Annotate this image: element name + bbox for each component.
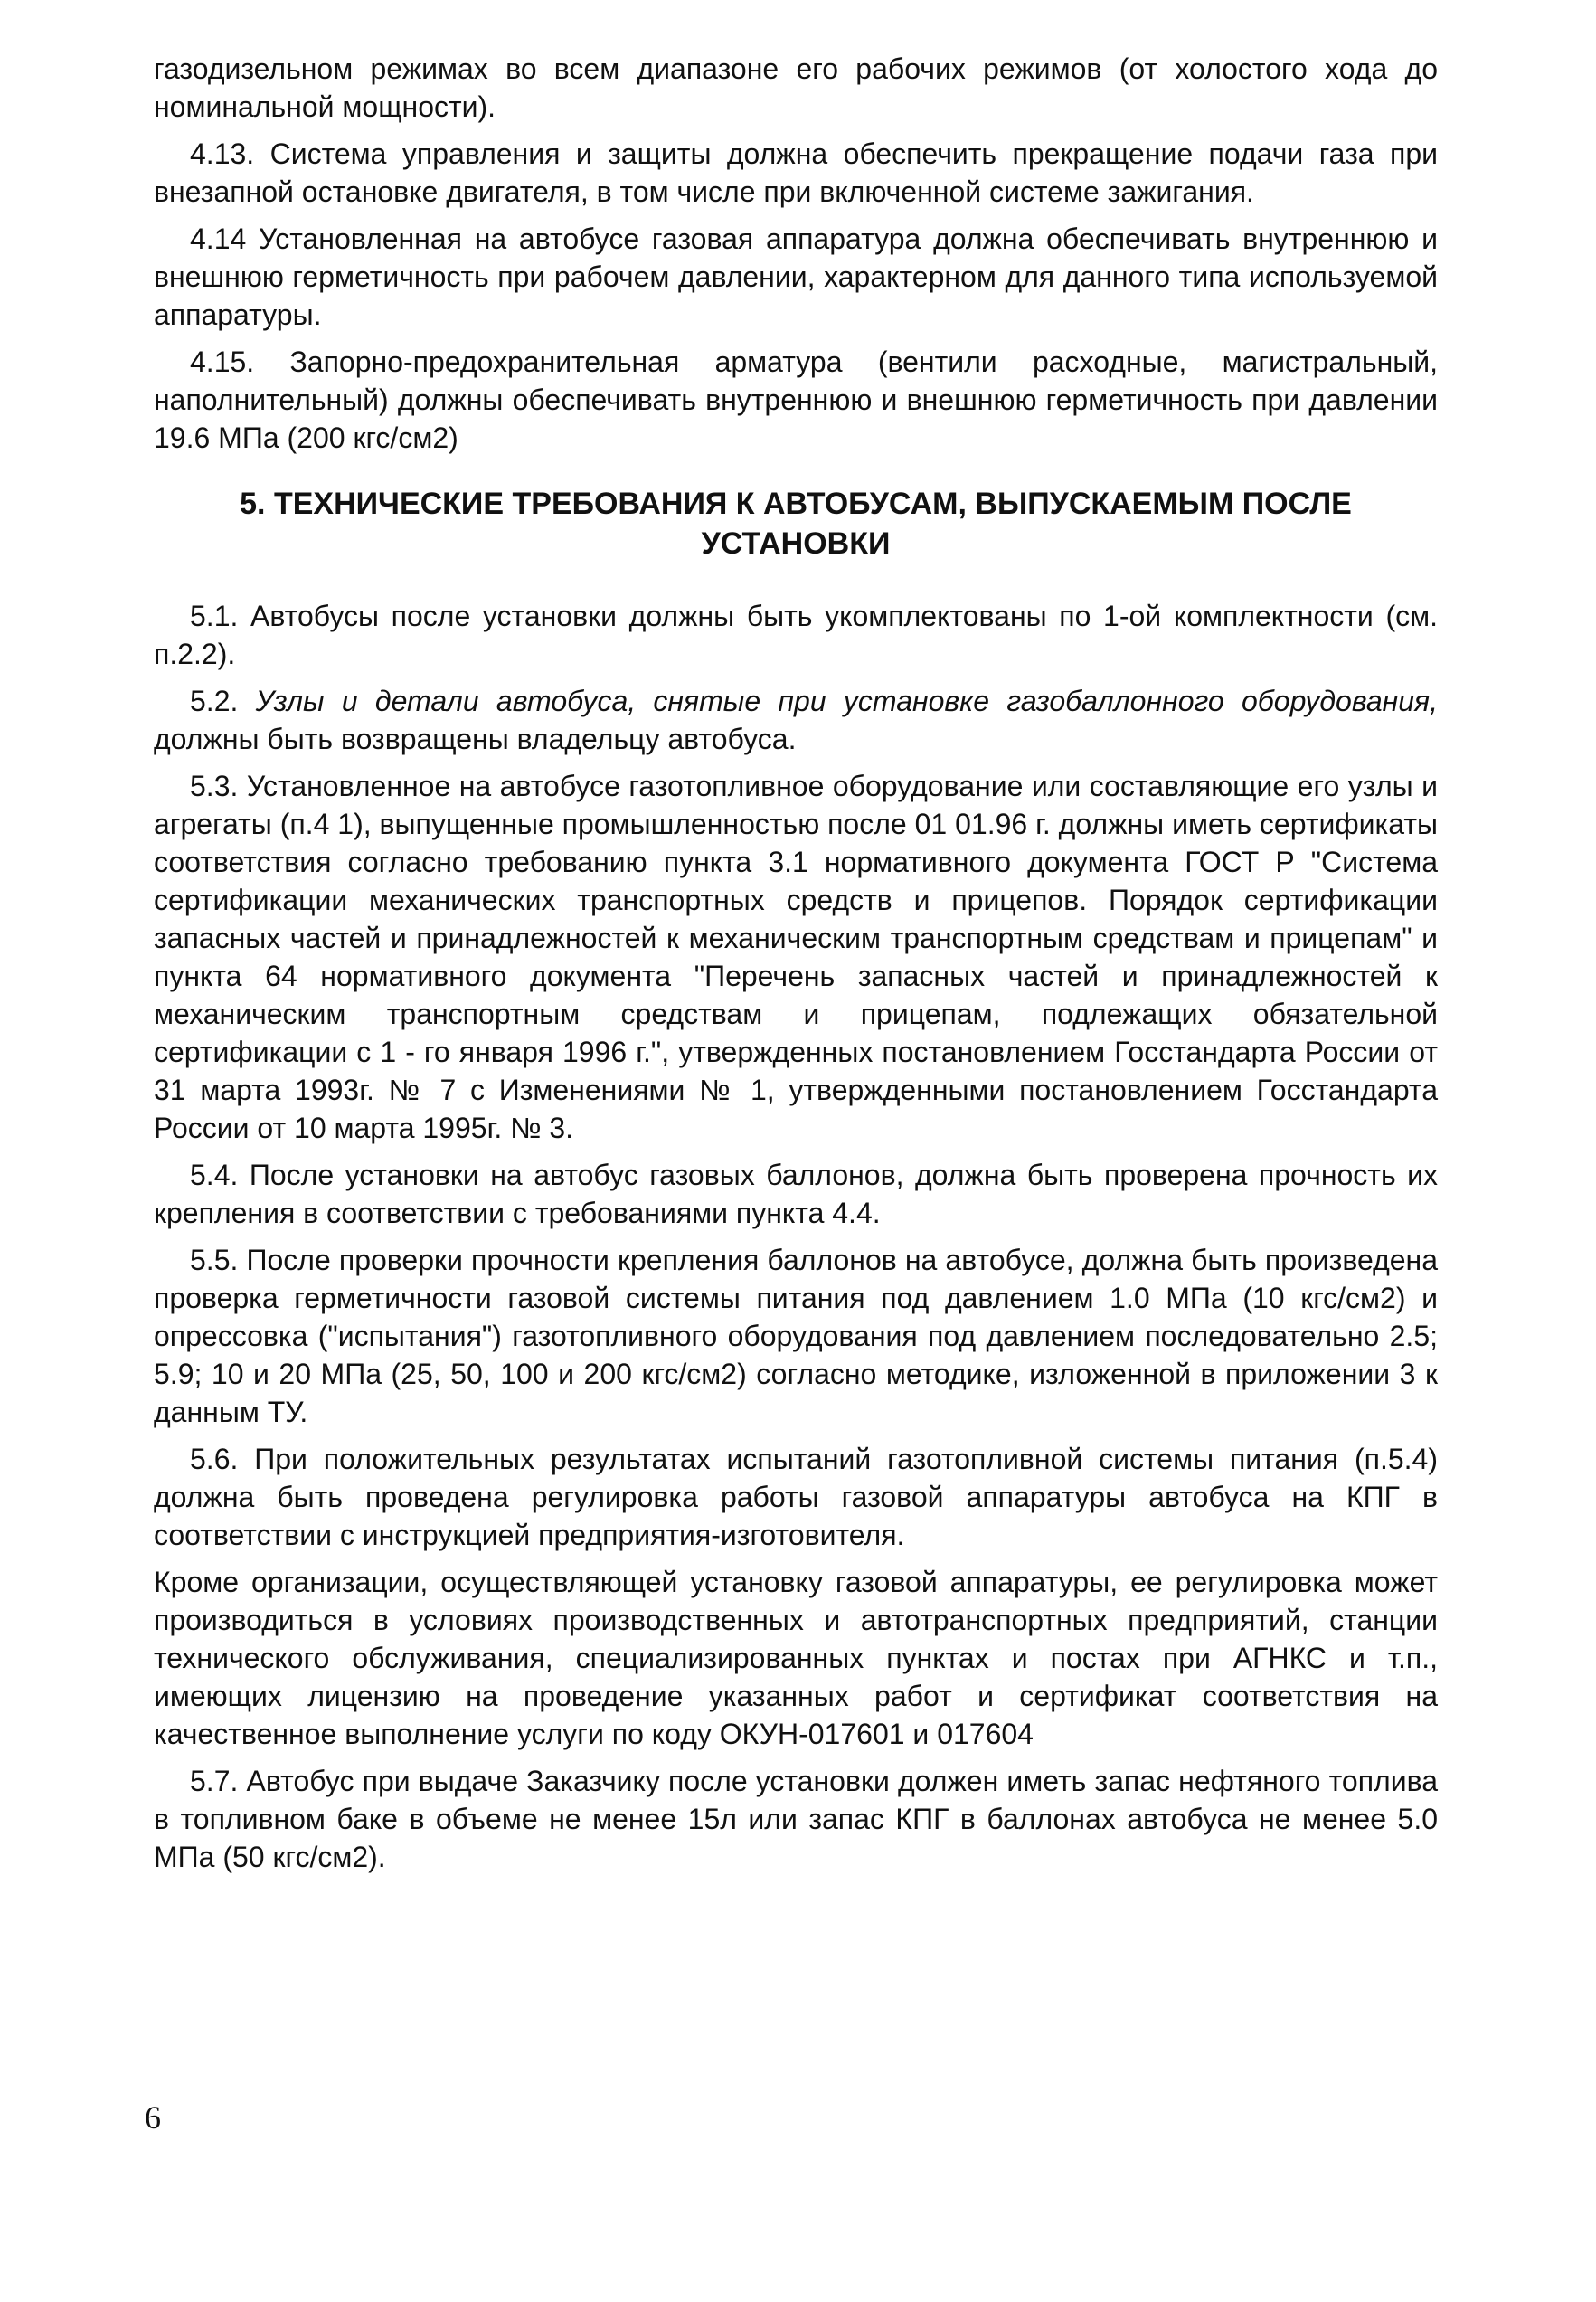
paragraph-4-15: 4.15. Запорно-предохранительная арматура (вентили расходные, магистральный, наполнительный) должны обеспечивать внутреннюю и внешнюю герметичность при давлении 19.6 МПа (200 кгс/см2) xyxy=(154,346,1438,454)
paragraph-5-3: 5.3. Установленное на автобусе газотопливное оборудование или составляющие его узлы и агрегаты (п.4 1), выпущенные промышленностью после 01 01.96 г. должны иметь сертификаты соответствия согласно требованию пункта 3.1 нормативного документа ГОСТ Р "Система сертификации механических транспортных средств и прицепов. Порядок сертификации запасных частей и принадлежностей к механическим транспортным средствам и прицепам" и пункта 64 нормативного документа "Перечень запасных частей и принадлежностей к механическим транспортным средствам и прицепам, подлежащих обязательной сертификации с 1 - го января 1996 г.", утвержденных постановлением Госстандарта России от 31 марта 1993г. № 7 с Изменениями № 1, утвержденными постановлением Госстандарта России от 10 марта 1995г. № 3. xyxy=(154,770,1438,1144)
paragraph-4-14: 4.14 Установленная на автобусе газовая аппаратура должна обеспечивать внутреннюю и внешнюю герметичность при рабочем давлении, характерном для данного типа используемой аппаратуры. xyxy=(154,223,1438,331)
paragraph-organization: Кроме организации, осуществляющей установку газовой аппаратуры, ее регулировка может производиться в условиях производственных и автотранспортных предприятий, станции технического обслуживания, специализированных пунктах и постах при АГНКС и т.п., имеющих лицензию на проведение указанных работ и сертификат соответствия на качественное выполнение услуги по коду ОКУН-017601 и 017604 xyxy=(154,1566,1438,1750)
page-number: 6 xyxy=(145,2099,161,2136)
paragraph-5-6: 5.6. При положительных результатах испытаний газотопливной системы питания (п.5.4) должна быть проведена регулировка работы газовой аппаратуры автобуса на КПГ в соответствии с инструкцией предприятия-изготовителя. xyxy=(154,1443,1438,1551)
paragraph-5-5: 5.5. После проверки прочности крепления баллонов на автобусе, должна быть произведена проверка герметичности газовой системы питания под давлением 1.0 МПа (10 кгс/см2) и опрессовка ("испытания") газотопливного оборудования под давлением последовательно 2.5; 5.9; 10 и 20 МПа (25, 50, 100 и 200 кгс/см2) согласно методике, изложенной в приложении 3 к данным ТУ. xyxy=(154,1244,1438,1428)
paragraph-continuation: газодизельном режимах во всем диапазоне его рабочих режимов (от холостого хода до номинальной мощности). xyxy=(154,52,1438,123)
section-text-block xyxy=(154,597,1438,1885)
paragraph-5-2-tail: должны быть возвращены владельцу автобуса. xyxy=(154,723,797,755)
paragraph-5-4: 5.4. После установки на автобус газовых баллонов, должна быть проверена прочность их крепления в соответствии с требованиями пункта 4.4. xyxy=(154,1159,1438,1229)
top-text-block xyxy=(154,50,1438,466)
paragraph-5-7: 5.7. Автобус при выдаче Заказчику после установки должен иметь запас нефтяного топлива в топливном баке в объеме не менее 15л или запас КПГ в баллонах автобуса не менее 5.0 МПа (50 кгс/см2). xyxy=(154,1765,1438,1873)
paragraph-4-13: 4.13. Система управления и защиты должна обеспечить прекращение подачи газа при внезапной остановке двигателя, в том числе при включенной системе зажигания. xyxy=(154,137,1438,208)
paragraph-5-2-lead: 5.2. xyxy=(190,685,256,717)
paragraph-5-1: 5.1. Автобусы после установки должны быть укомплектованы по 1-ой комплектности (см. п.2.2). xyxy=(154,600,1438,670)
paragraph-5-2 xyxy=(154,682,1438,758)
section-heading: 5. ТЕХНИЧЕСКИЕ ТРЕБОВАНИЯ К АВТОБУСАМ, ВЫПУСКАЕМЫМ ПОСЛЕ УСТАНОВКИ xyxy=(240,487,1352,561)
paragraph-5-2-italic: Узлы и детали автобуса, снятые при установке газобаллонного оборудования, xyxy=(255,685,1439,717)
